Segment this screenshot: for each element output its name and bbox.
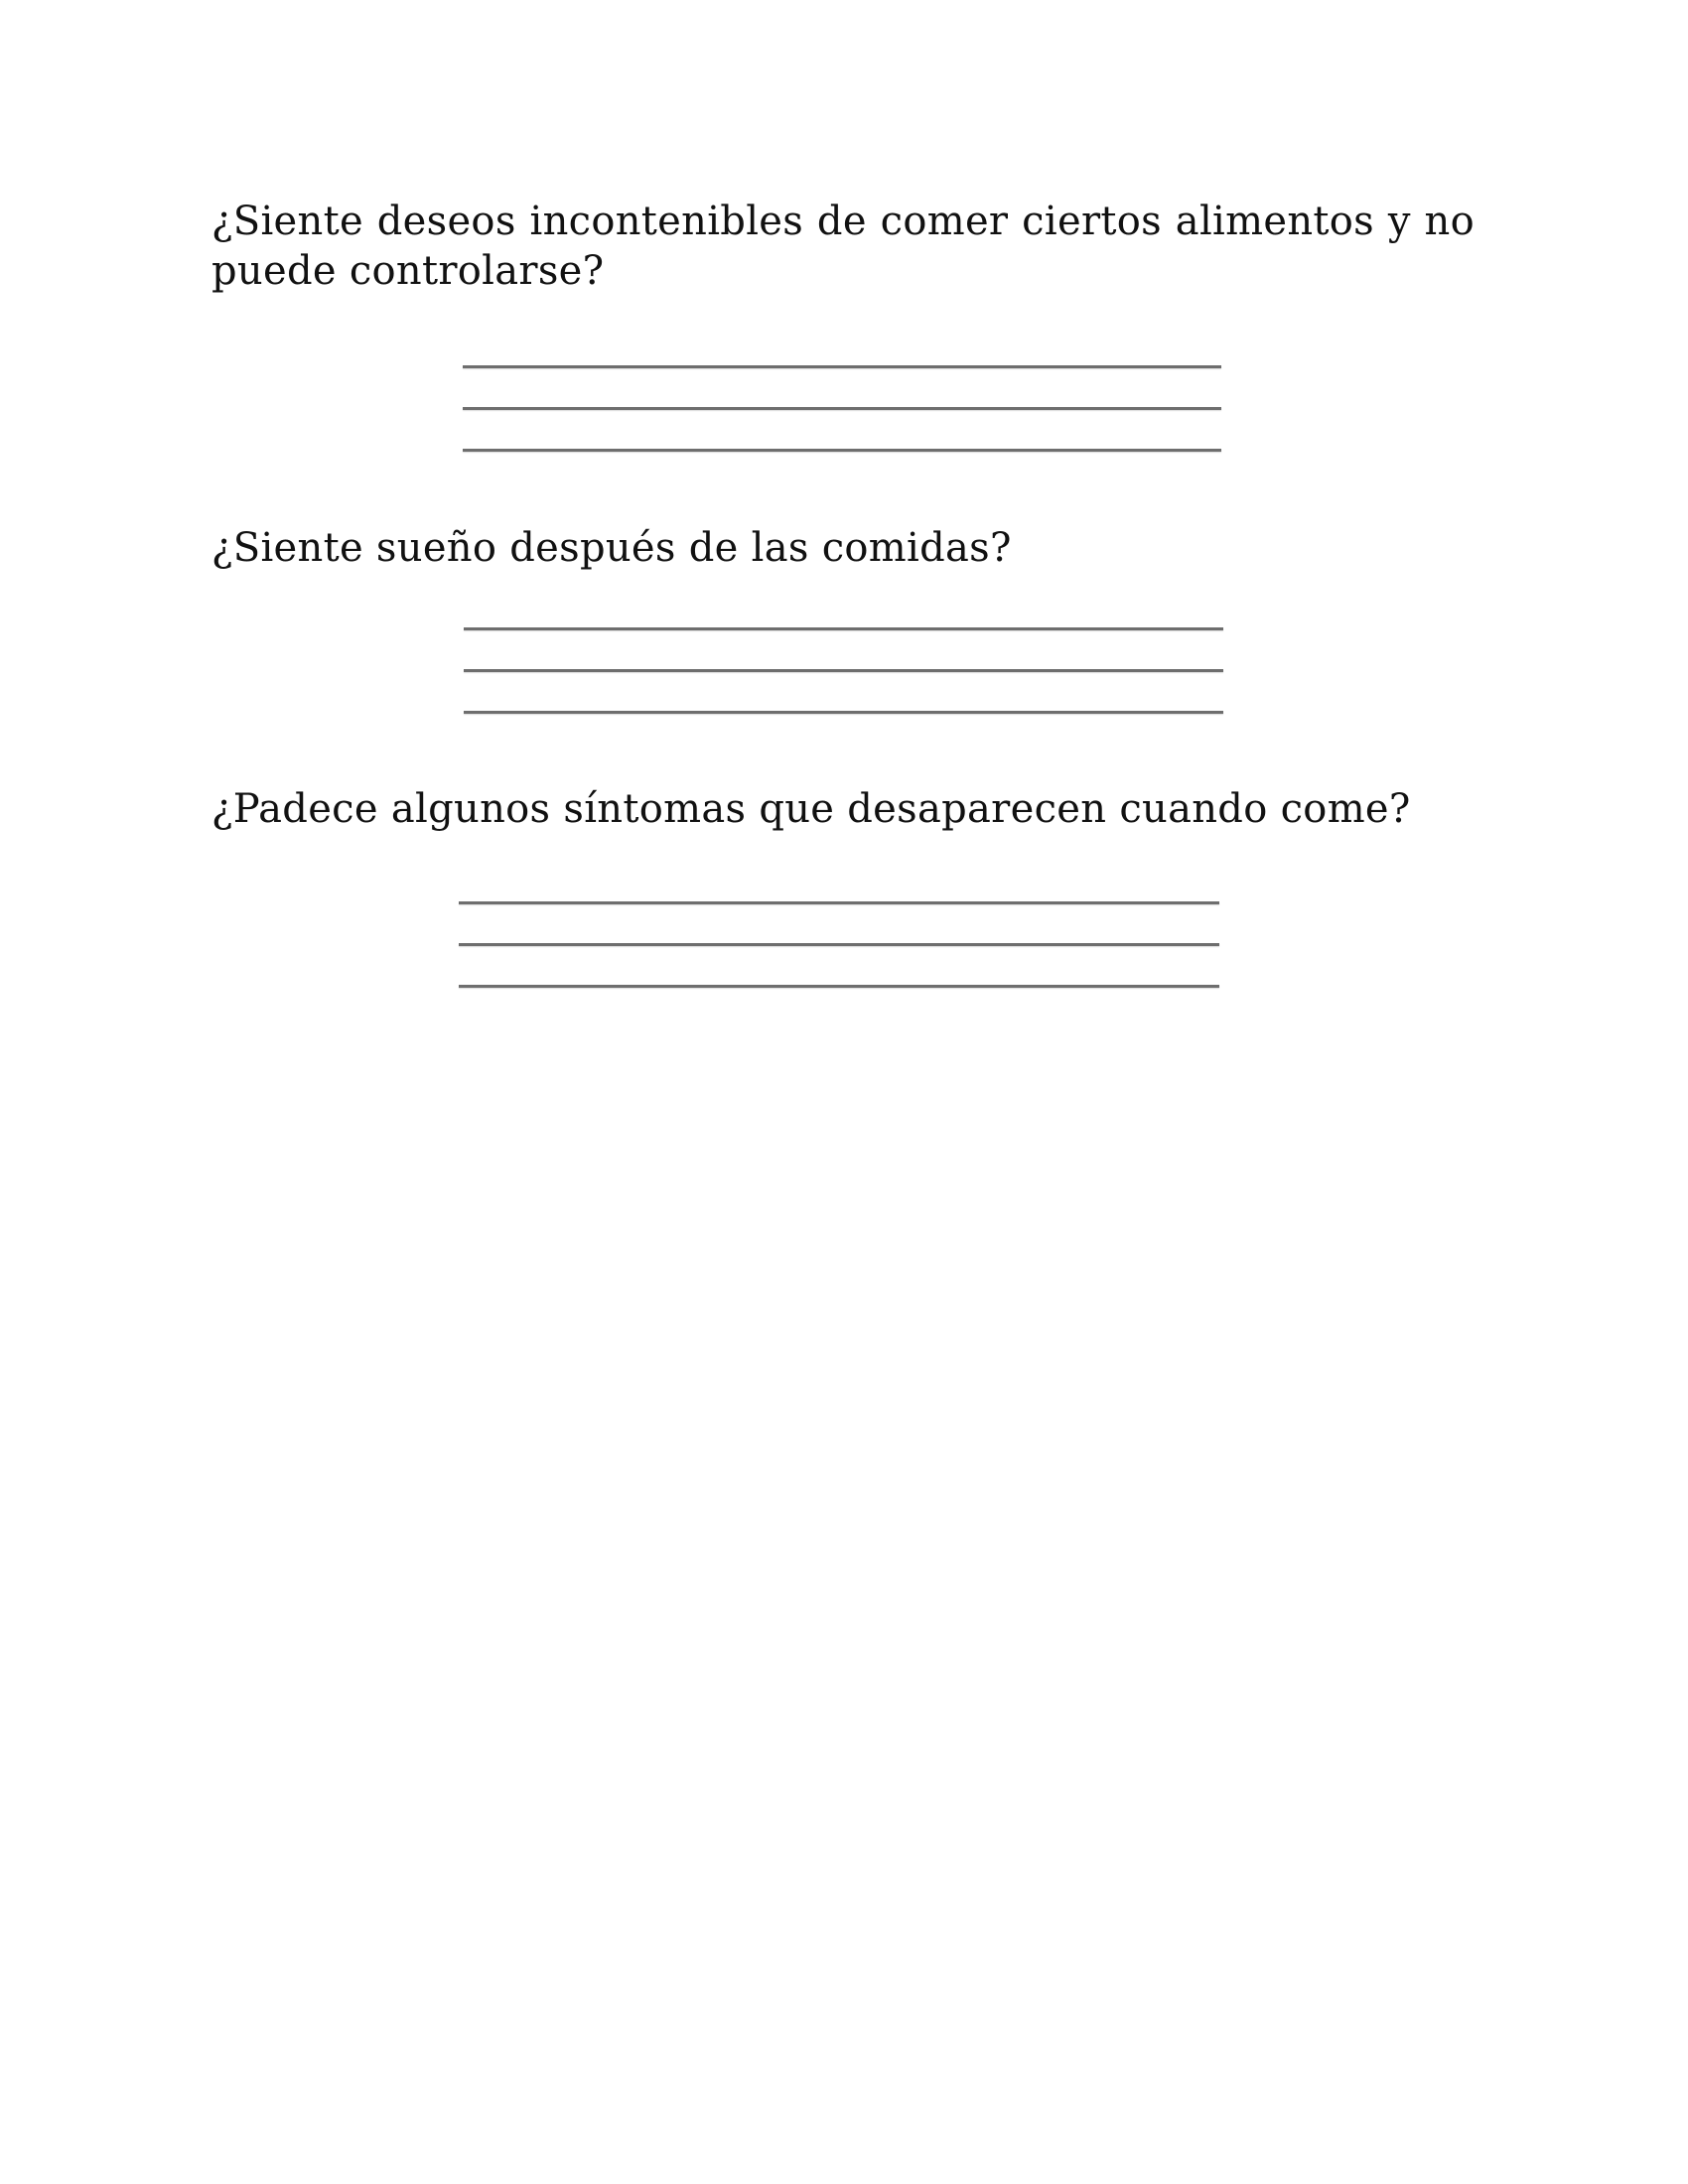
answer-line[interactable] <box>459 901 1219 904</box>
answer-line[interactable] <box>464 627 1223 630</box>
question-3: ¿Padece algunos síntomas que desaparecen cuando come? <box>211 786 1411 832</box>
answer-line[interactable] <box>463 407 1221 410</box>
question-1: ¿Siente deseos incontenibles de comer ciertos alimentos y no puede controlarse? <box>211 199 1475 294</box>
answer-line[interactable] <box>464 711 1223 714</box>
answer-line[interactable] <box>464 669 1223 672</box>
answer-line[interactable] <box>463 365 1221 368</box>
answer-line[interactable] <box>459 943 1219 946</box>
answer-line[interactable] <box>463 449 1221 452</box>
question-2: ¿Siente sueño después de las comidas? <box>211 525 1012 571</box>
answer-line[interactable] <box>459 985 1219 988</box>
